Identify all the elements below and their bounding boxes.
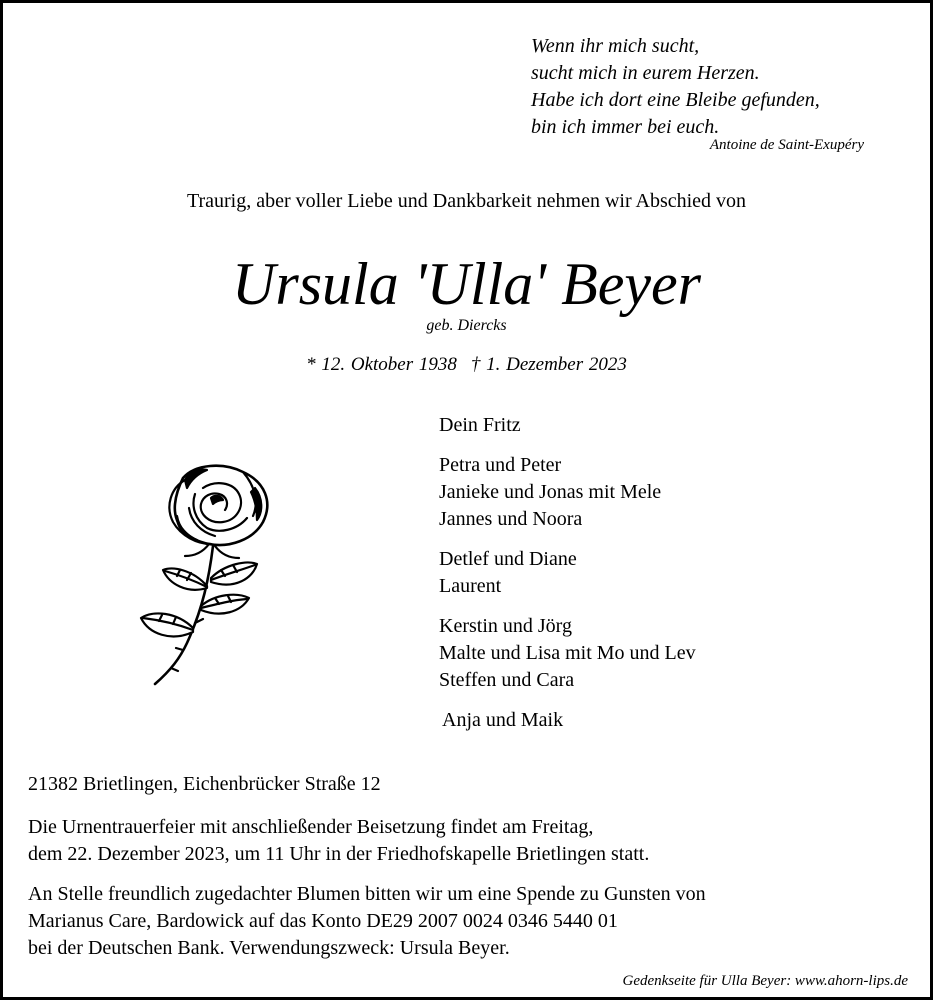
mourner-group	[439, 412, 696, 439]
donation-line: Marianus Care, Bardowick auf das Konto DE29 2007 0024 0346 5440 01	[28, 910, 618, 932]
address: 21382 Brietlingen, Eichenbrücker Straße 12	[28, 773, 381, 795]
mourner-name: Kerstin und Jörg	[439, 615, 572, 637]
mourner-name: Malte und Lisa mit Mo und Lev	[439, 642, 696, 664]
mourner-name: Laurent	[439, 575, 502, 597]
mourner-name: Jannes und Noora	[439, 508, 583, 530]
poem-line: Habe ich dort eine Bleibe gefunden,	[531, 89, 820, 111]
mourner-group	[439, 707, 696, 734]
deceased-name: Ursula 'Ulla' Beyer	[232, 251, 701, 317]
mourner-name: Dein Fritz	[439, 414, 521, 436]
mourner-name: Petra und Peter	[439, 454, 562, 476]
mourner-group	[439, 613, 696, 694]
poem-line: Wenn ihr mich sucht,	[531, 35, 700, 57]
birth-name: geb. Diercks	[426, 317, 507, 334]
donation-line: An Stelle freundlich zugedachter Blumen bitten wir um eine Spende zu Gunsten von	[28, 883, 706, 905]
ceremony-info	[28, 814, 649, 868]
mourner-name: Steffen und Cara	[439, 669, 575, 691]
rose-icon	[125, 458, 275, 688]
poem-author: Antoine de Saint-Exupéry	[709, 137, 864, 153]
life-dates	[3, 354, 930, 376]
poem-line: sucht mich in eurem Herzen.	[531, 62, 760, 84]
mourner-group	[439, 452, 696, 533]
mourners-list	[439, 412, 696, 747]
ceremony-line: dem 22. Dezember 2023, um 11 Uhr in der Friedhofskapelle Brietlingen statt.	[28, 843, 650, 865]
mourner-name: Anja und Maik	[442, 709, 564, 731]
ceremony-line: Die Urnentrauerfeier mit anschließender Beisetzung findet am Freitag,	[28, 816, 594, 838]
intro-text: Traurig, aber voller Liebe und Dankbarkeit nehmen wir Abschied von	[186, 190, 747, 212]
memorial-page-link[interactable]: Gedenkseite für Ulla Beyer: www.ahorn-lips.de	[622, 973, 908, 989]
donation-line: bei der Deutschen Bank. Verwendungszweck: Ursula Beyer.	[28, 937, 510, 959]
donation-info	[28, 881, 706, 962]
poem	[531, 33, 820, 141]
poem-line: bin ich immer bei euch.	[531, 116, 720, 138]
mourner-group	[439, 546, 696, 600]
mourner-name: Janieke und Jonas mit Mele	[439, 481, 662, 503]
birth-date: * 12. Oktober 1938	[306, 354, 457, 375]
mourner-name: Detlef und Diane	[439, 548, 577, 570]
death-date: † 1. Dezember 2023	[470, 354, 627, 375]
